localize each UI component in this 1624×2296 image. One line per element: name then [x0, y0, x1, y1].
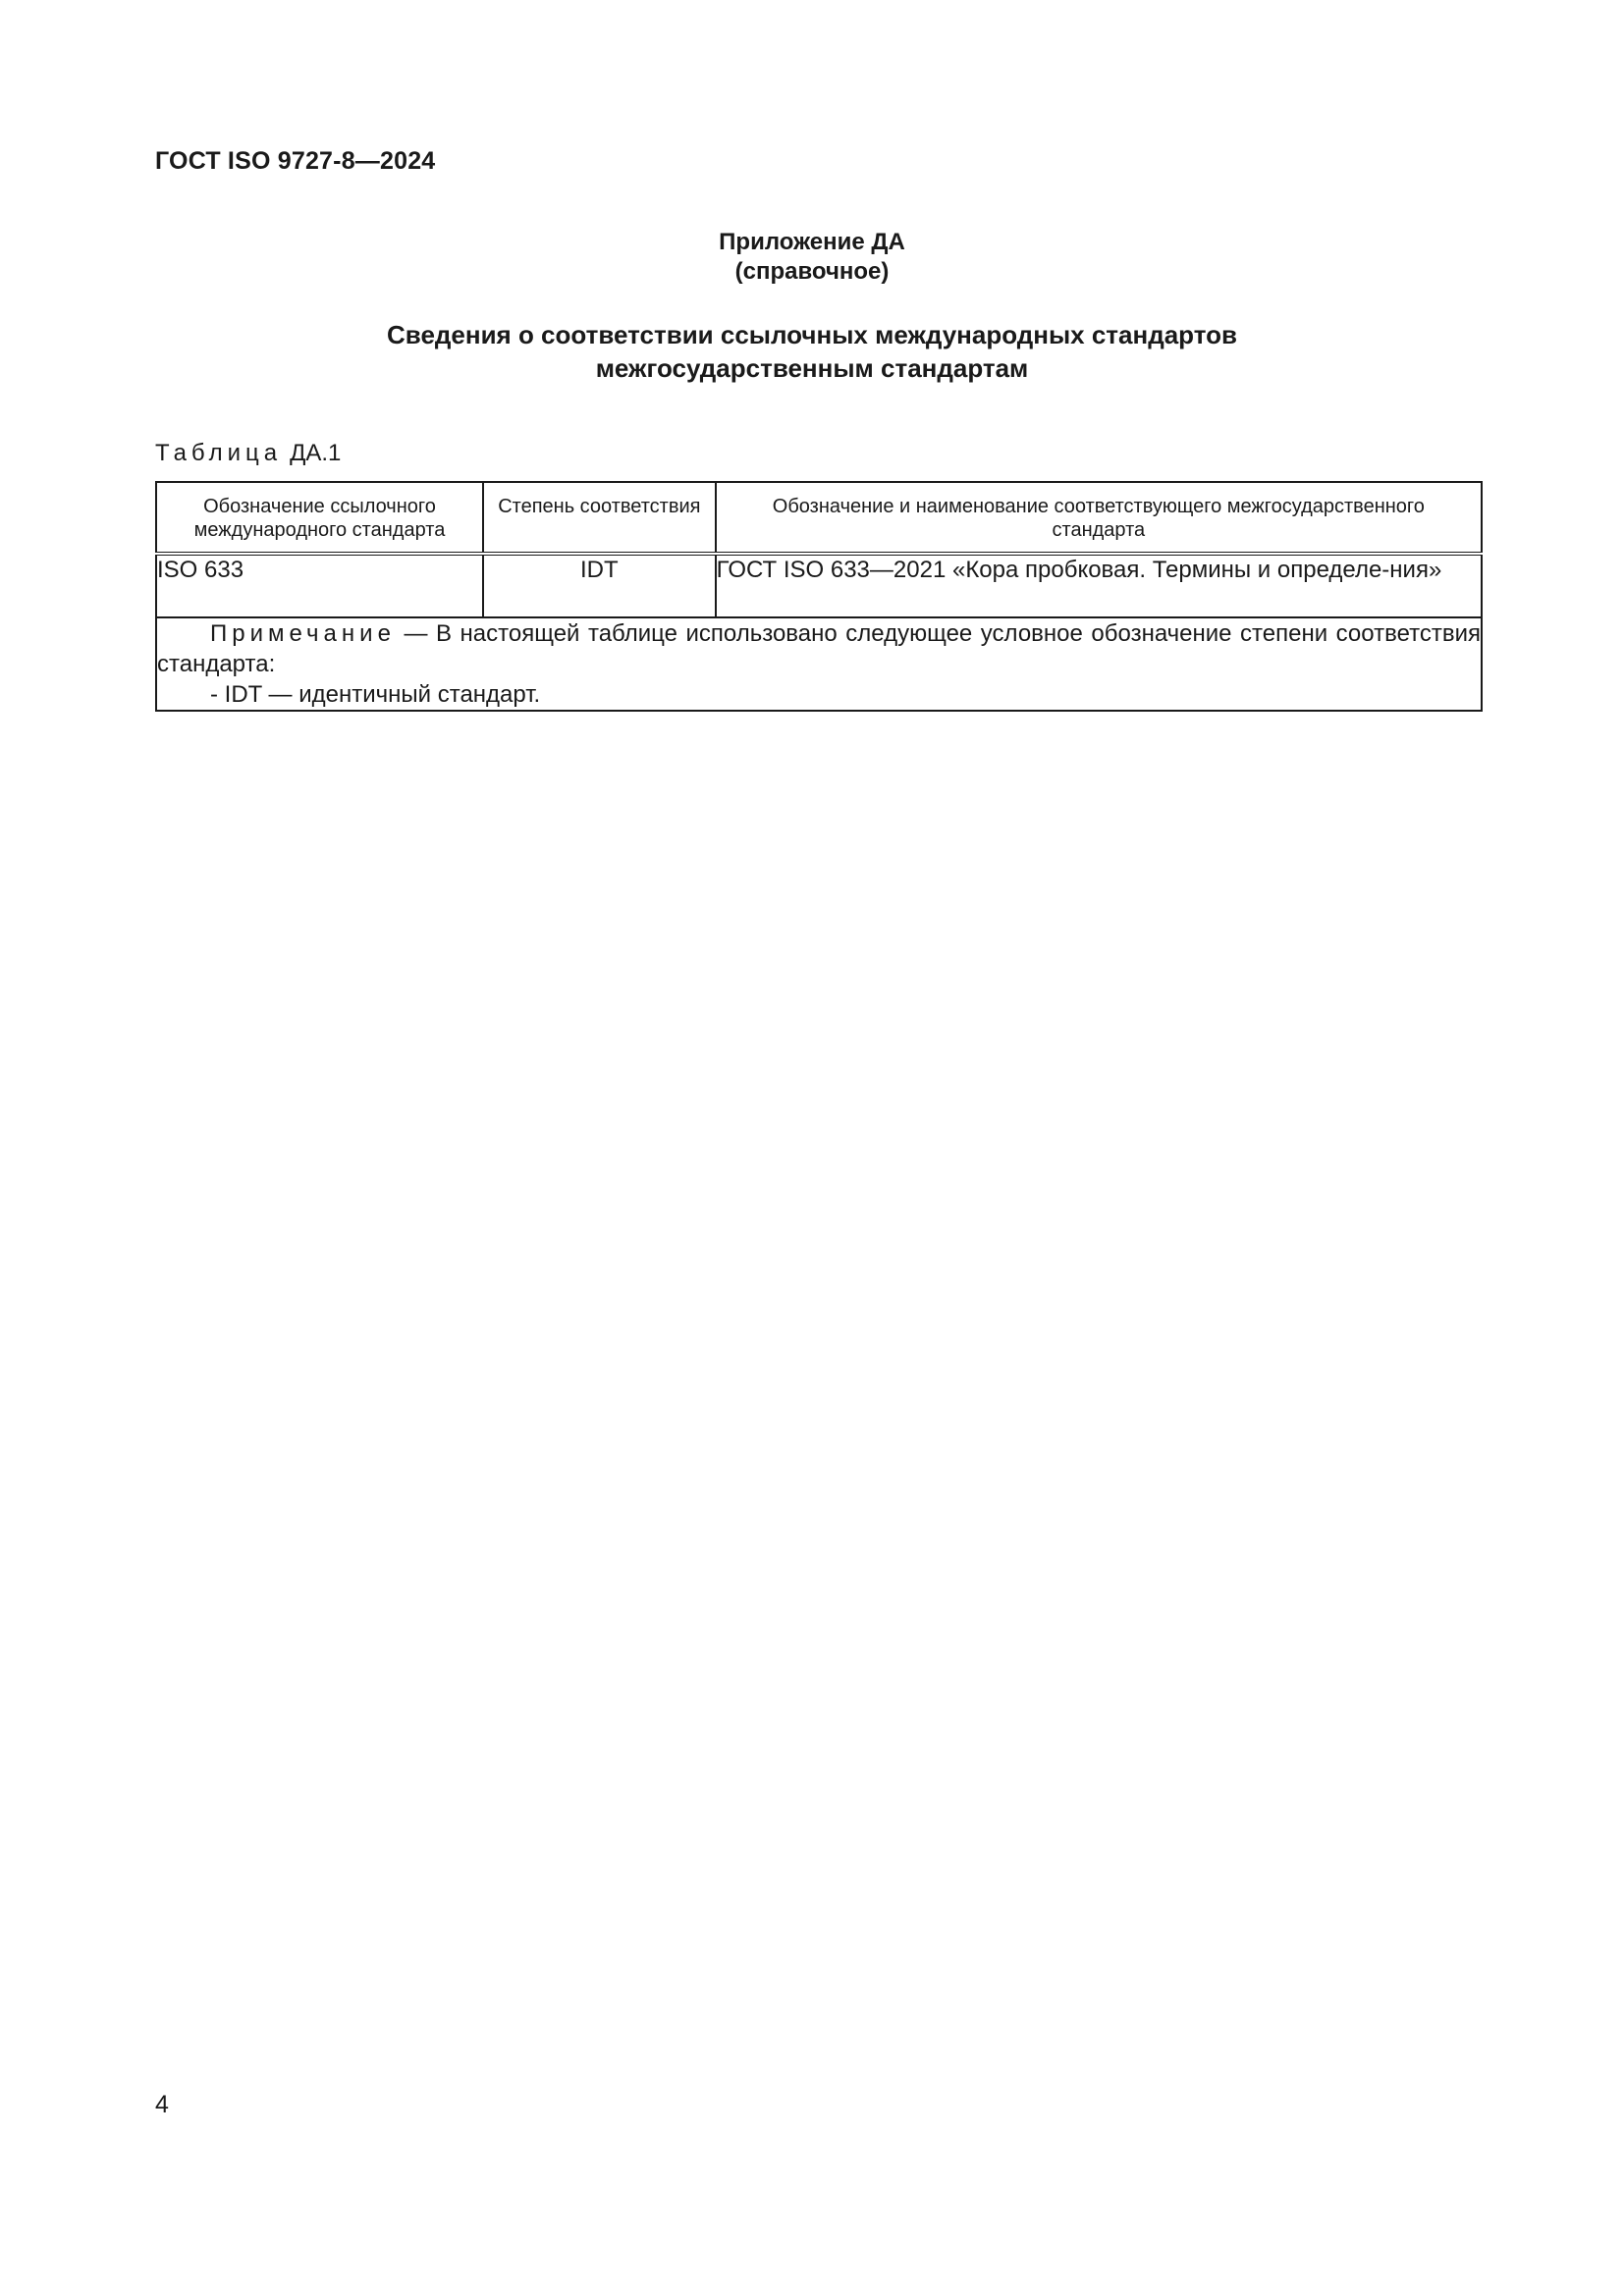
section-heading-line-2: межгосударственным стандартам [595, 353, 1029, 383]
table-note [156, 617, 1482, 711]
table-header-row [156, 482, 1482, 554]
note-paragraph [157, 618, 1481, 679]
table-caption-number: ДА.1 [290, 440, 342, 466]
column-header-degree: Степень соответствия [483, 482, 716, 554]
table-caption [155, 440, 341, 467]
column-header-national-standard: Обозначение и наименование соответствующего межгосударственного стандарта [716, 482, 1482, 554]
note-text: — В настоящей таблице использовано следующее условное обозначение степени соответствия стандарта: [157, 620, 1481, 677]
table-caption-word: Таблица [155, 440, 283, 466]
annex-type: (справочное) [734, 258, 890, 285]
section-heading [0, 318, 1624, 385]
document-code: ГОСТ ISO 9727-8—2024 [155, 147, 436, 175]
table-row [156, 554, 1482, 617]
column-header-reference: Обозначение ссылочного международного стандарта [156, 482, 483, 554]
cell-degree: IDT [483, 554, 716, 617]
table-note-row [156, 617, 1482, 711]
note-item: - IDT — идентичный стандарт. [210, 681, 541, 708]
compliance-table [155, 481, 1483, 712]
note-label: Примечание [210, 620, 396, 647]
cell-reference: ISO 633 [156, 554, 483, 617]
section-heading-line-1: Сведения о соответствии ссылочных международных стандартов [387, 320, 1237, 349]
annex-title: Приложение ДА [719, 229, 905, 255]
cell-national-standard: ГОСТ ISO 633—2021 «Кора пробковая. Термины и определе-ния» [716, 554, 1482, 617]
page-number: 4 [155, 2091, 169, 2118]
